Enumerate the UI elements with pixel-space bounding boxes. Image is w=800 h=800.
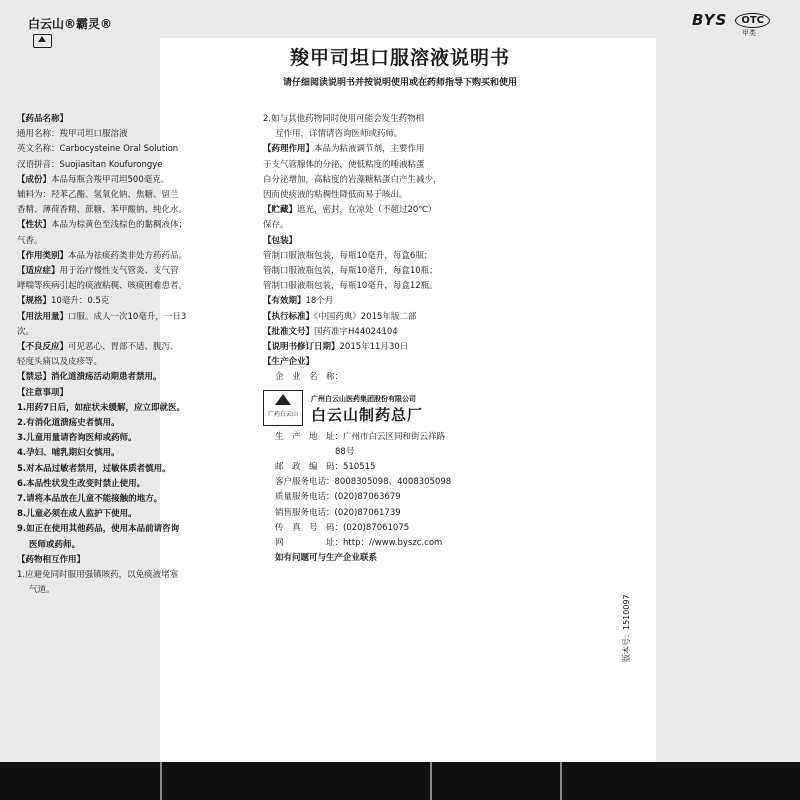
company-logo-icon <box>263 390 303 426</box>
storage-text: 保存。 <box>263 220 289 231</box>
revision-text: 2015年11月30日 <box>339 342 409 353</box>
company-group-name: 广州白云山医药集团股份有限公司 <box>311 395 416 404</box>
address-text: 88号 <box>335 446 355 457</box>
bar-divider <box>160 762 162 800</box>
section-heading: 【药理作用】 <box>263 144 315 155</box>
section-heading: 【药品名称】 <box>17 114 69 124</box>
fax-label: 传 真 号 码： <box>275 522 344 533</box>
interaction-text: 互作用，详情请咨询医师或药师。 <box>275 129 403 140</box>
precaution-item: 7.请将本品放在儿童不能接触的地方。 <box>17 494 163 505</box>
precaution-item: 3.儿童用量请咨询医师或药师。 <box>17 433 137 444</box>
contact-footer: 如有问题可与生产企业联系 <box>275 553 378 564</box>
section-heading: 【执行标准】 <box>263 311 315 322</box>
web-value: http：//www.byszc.com <box>343 538 443 549</box>
section-heading: 【批准文号】 <box>263 326 315 337</box>
indications-text: 用于治疗慢性支气管炎、支气管 <box>59 266 179 277</box>
ingredients-text: 本品每瓶含羧甲司坦500毫克。 <box>51 174 170 185</box>
service-label: 客户服务电话： <box>275 477 335 488</box>
appearance-text: 本品为棕黄色至浅棕色的黏稠液体； <box>51 220 188 231</box>
quality-value: (020)87063679 <box>334 492 401 503</box>
address-text: 广州市白云区同和街云祥路 <box>343 431 446 442</box>
appearance-text: 气香。 <box>17 235 43 246</box>
otc-badge: OTC <box>735 13 770 28</box>
precaution-item: 1.用药7日后，如症状未缓解，应立即就医。 <box>17 402 186 413</box>
approval-text: 国药准字H44024104 <box>314 326 398 337</box>
service-value: 8008305098、4008305098 <box>334 477 452 488</box>
english-name: 英文名称：Carbocysteine Oral Solution <box>17 144 179 155</box>
postcode-label: 邮 政 编 码： <box>275 462 344 473</box>
web-label: 网 址： <box>275 538 344 549</box>
pharmacology-text: 白分泌增加，高粘度的岩藻糖粘蛋白产生减少， <box>263 174 442 185</box>
generic-name: 通用名称：羧甲司坦口服溶液 <box>17 129 128 140</box>
bar-divider <box>430 762 432 800</box>
version-number: 版本号：1510097 <box>622 594 631 662</box>
package-item: 管制口服液瓶包装，每瓶10毫升，每盒6瓶； <box>263 250 433 261</box>
section-heading: 【适应症】 <box>17 266 60 277</box>
section-heading: 【成份】 <box>17 174 52 185</box>
section-heading: 【包装】 <box>263 235 298 246</box>
section-heading: 【说明书修订日期】 <box>263 342 340 353</box>
bar-divider <box>560 762 562 800</box>
precaution-item: 9.如正在使用其他药品，使用本品前请咨询 <box>17 524 180 535</box>
section-heading: 【用法用量】 <box>17 311 69 322</box>
section-heading: 【药物相互作用】 <box>17 554 86 565</box>
company-name-label: 企 业 名 称： <box>275 372 344 383</box>
standard-text: 《中国药典》2015年版二部 <box>314 311 417 322</box>
interaction-text: 气道。 <box>29 585 55 596</box>
company-factory-name: 白云山制药总厂 <box>311 405 424 424</box>
fax-value: (020)87061075 <box>343 522 410 533</box>
interaction-text: 1.应避免同时服用强镇咳药，以免痰液堵塞 <box>17 570 179 581</box>
dosage-text: 口服。成人一次10毫升，一日3 <box>68 311 187 322</box>
section-heading: 【作用类别】 <box>17 250 69 261</box>
excipients-text: 辅料为：羟苯乙酯、氢氧化钠、焦糖、留兰 <box>17 190 179 201</box>
section-heading: 【贮藏】 <box>263 205 298 216</box>
brand-logo-left: 白云山®霸灵® <box>28 17 113 31</box>
sales-label: 销售服务电话： <box>275 507 335 518</box>
pharmacology-text: 于支气管腺体的分泌，使低粘度的唾液粘蛋 <box>263 159 425 170</box>
section-heading: 【不良反应】 <box>17 342 69 353</box>
address-label: 生 产 地 址： <box>275 431 344 442</box>
contraindications-text: 消化道溃疡活动期患者禁用。 <box>51 372 162 383</box>
package-item: 管制口服液瓶包装，每瓶10毫升，每盒12瓶。 <box>263 281 438 292</box>
document-title: 羧甲司坦口服溶液说明书 <box>289 47 510 69</box>
spec-text: 10毫升：0.5克 <box>51 296 110 307</box>
section-heading: 【禁忌】 <box>17 372 52 383</box>
adverse-text: 可见恶心、胃部不适、腹泻、 <box>68 342 179 353</box>
bys-logo: BYS <box>692 11 728 29</box>
precaution-item-cont: 医师或药师。 <box>29 539 81 550</box>
precaution-item: 6.本品性状发生改变时禁止使用。 <box>17 478 146 489</box>
company-logo-text: 广药白云山 <box>267 410 298 418</box>
section-heading: 【规格】 <box>17 296 52 307</box>
interaction-text: 2.如与其他药物同时使用可能会发生药物相 <box>263 114 425 124</box>
validity-text: 18个月 <box>305 296 334 307</box>
company-block <box>263 390 481 426</box>
sales-value: (020)87061739 <box>334 507 401 518</box>
category-text: 本品为祛痰药类非处方药药品。 <box>68 250 188 261</box>
brand-logo-right <box>692 11 770 29</box>
pinyin-name: 汉语拼音：Suojiasitan Koufurongye <box>17 159 163 170</box>
document-subtitle: 请仔细阅读说明书并按说明使用或在药师指导下购买和使用 <box>282 78 517 88</box>
pharmacology-text: 本品为粘液调节剂，主要作用 <box>314 144 425 155</box>
indications-text: 哮喘等疾病引起的痰液粘稠、咳痰困难患者。 <box>17 281 188 292</box>
storage-text: 遮光，密封，在凉处（不超过20℃） <box>297 205 437 216</box>
adverse-text: 轻度头痛以及皮疹等。 <box>17 357 103 368</box>
otc-class-label: 甲类 <box>742 29 756 37</box>
dosage-text: 次。 <box>17 326 35 337</box>
bottom-black-bar <box>0 762 800 800</box>
right-column <box>263 112 481 566</box>
postcode-value: 510515 <box>343 462 376 473</box>
precaution-item: 2.有消化道溃疡史者慎用。 <box>17 418 120 429</box>
excipients-text: 香精、薄荷香精、蔗糖、苯甲酸钠、纯化水。 <box>17 205 188 216</box>
section-heading: 【有效期】 <box>263 296 306 307</box>
precaution-item: 8.儿童必须在成人监护下使用。 <box>17 509 137 520</box>
precaution-item: 4.孕妇、哺乳期妇女慎用。 <box>17 448 120 459</box>
quality-label: 质量服务电话： <box>275 492 335 503</box>
left-column <box>17 112 249 599</box>
package-item: 管制口服液瓶包装，每瓶10毫升，每盒10瓶； <box>263 266 438 277</box>
section-heading: 【性状】 <box>17 220 52 231</box>
section-heading: 【生产企业】 <box>263 357 315 368</box>
section-heading: 【注意事项】 <box>17 387 69 398</box>
precaution-item: 5.对本品过敏者禁用，过敏体质者慎用。 <box>17 463 171 474</box>
pharmacology-text: 因而使痰液的粘稠性降低而易于咳出。 <box>263 190 408 201</box>
